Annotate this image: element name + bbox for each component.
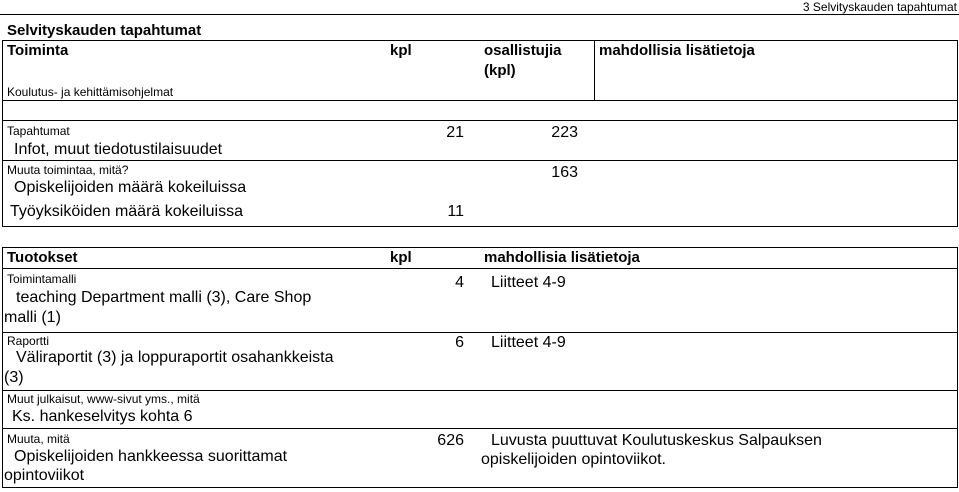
table1-left-border — [2, 40, 3, 227]
table1-col-divider — [594, 40, 595, 100]
header-outputs-info: mahdollisia lisätietoja — [484, 249, 640, 266]
other-item-workunits-count: 11 — [447, 203, 464, 220]
header-activity: Toiminta — [7, 42, 69, 59]
output-model-detail-cont: malli (1) — [4, 309, 61, 326]
page-header-rule — [0, 14, 959, 15]
output-other-info: Luvusta puuttuvat Koulutuskeskus Salpauksen — [491, 432, 822, 449]
other-item-workunits: Työyksiköiden määrä kokeiluissa — [10, 203, 243, 220]
table2-row2-bottom — [2, 390, 957, 391]
output-report-count: 6 — [455, 334, 464, 351]
page-header: 3 Selvityskauden tapahtumat — [802, 0, 957, 14]
table2-row1-bottom — [2, 332, 957, 333]
header-participants: osallistujia — [484, 42, 562, 59]
table1-right-border — [957, 40, 958, 227]
section-title: Selvityskauden tapahtumat — [7, 22, 202, 39]
output-model-label: Toimintamalli — [7, 272, 77, 286]
output-other-info-cont: opiskelijoiden opintoviikot. — [481, 451, 666, 468]
events-count: 21 — [446, 124, 464, 141]
header-info: mahdollisia lisätietoja — [599, 42, 755, 59]
output-report-label: Raportti — [7, 334, 50, 348]
events-participants: 223 — [551, 124, 578, 141]
table2-left-border — [2, 247, 3, 488]
header-participants-unit: (kpl) — [484, 62, 516, 79]
output-report-detail-cont: (3) — [4, 369, 24, 386]
row-training-programs: Koulutus- ja kehittämisohjelmat — [7, 85, 174, 99]
events-item: Infot, muut tiedotustilaisuudet — [14, 141, 223, 158]
output-model-info: Liitteet 4-9 — [491, 274, 566, 291]
output-other-detail-cont: opintoviikot — [4, 467, 85, 484]
table2-row3-bottom — [2, 428, 957, 429]
events-label: Tapahtumat — [7, 124, 70, 138]
output-publications-label: Muut julkaisut, www-sivut yms., mitä — [7, 392, 200, 406]
table1-section-divider — [2, 120, 957, 121]
table2-header-bottom — [2, 268, 957, 269]
header-count: kpl — [390, 42, 412, 59]
table2-bottom-border — [2, 487, 957, 488]
table2-top-border — [2, 247, 957, 248]
other-item-students-participants: 163 — [551, 164, 578, 181]
header-outputs: Tuotokset — [7, 249, 78, 266]
table1-top-border — [2, 40, 957, 41]
output-model-count: 4 — [455, 274, 464, 291]
other-activities-label: Muuta toimintaa, mitä? — [7, 163, 129, 177]
output-model-detail: teaching Department malli (3), Care Shop — [16, 289, 312, 306]
output-other-label: Muuta, mitä — [7, 432, 70, 446]
other-item-students: Opiskelijoiden määrä kokeiluissa — [14, 179, 247, 196]
output-report-info: Liitteet 4-9 — [491, 334, 566, 351]
header-outputs-count: kpl — [390, 249, 412, 266]
table1-bottom-border — [2, 226, 957, 227]
output-report-detail: Väliraportit (3) ja loppuraportit osahankkeista — [16, 349, 334, 366]
table1-row-divider — [2, 160, 957, 161]
output-other-detail: Opiskelijoiden hankkeessa suorittamat — [14, 448, 288, 465]
table1-header-bottom — [2, 100, 957, 101]
output-publications-detail: Ks. hankeselvitys kohta 6 — [12, 408, 193, 425]
table2-right-border — [957, 247, 958, 488]
output-other-count: 626 — [437, 432, 464, 449]
